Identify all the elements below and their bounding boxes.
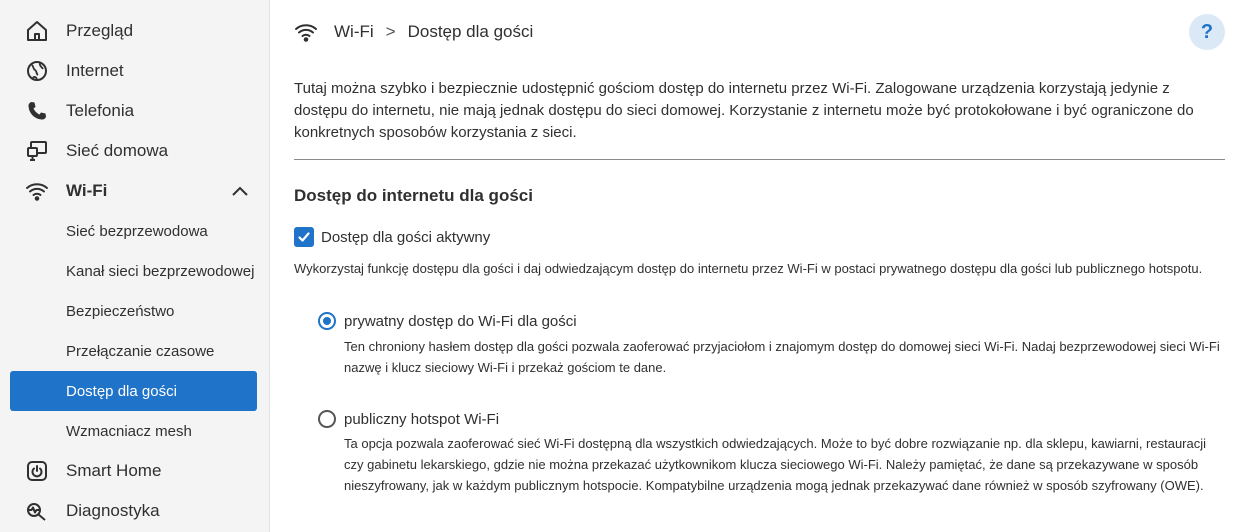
help-button[interactable]: ?: [1189, 14, 1225, 50]
sidebar-item-label: Diagnostyka: [66, 501, 160, 520]
section-description: Wykorzystaj funkcję dostępu dla gości i daj odwiedzającym dostęp do internetu przez Wi-Fi w postaci prywatnego dostępu dla gości lub publicznego hotspotu.: [294, 261, 1203, 276]
breadcrumb-parent-link[interactable]: Wi-Fi: [334, 22, 374, 41]
private-guest-access-description: Ten chroniony hasłem dostęp dla gości pozwala zaoferować przyjaciołom i znajomym dostęp do domowej sieci Wi-Fi. Nadaj bezprzewodowej sieci Wi-Fi nazwę i klucz sieciowy Wi-Fi i przekaż gościom te dane.: [344, 339, 1220, 375]
sidebar-subitem-label: Kanał sieci bezprzewodowej: [66, 262, 255, 280]
intro-text: Tutaj można szybko i bezpiecznie udostępnić gościom dostęp do internetu przez Wi-Fi. Zalogowane urządzenia korzystają jedynie z dostępu do internetu, nie mają jednak dostępu do sieci domowej. Korzystanie z internetu może być protokołowane i być ograniczone do konkretnych sposobów korzystania z sieci.: [294, 80, 1194, 141]
breadcrumb-separator: >: [385, 22, 396, 41]
sidebar-item-wifi[interactable]: [0, 171, 270, 211]
sidebar-subitem-time-switch[interactable]: [10, 331, 257, 371]
public-hotspot-radio-row[interactable]: [318, 408, 499, 430]
sidebar-item-label: Telefonia: [66, 101, 135, 120]
sidebar-item-overview[interactable]: [0, 11, 270, 51]
page-title: Dostęp dla gości: [407, 22, 534, 41]
sidebar-subitem-label: Wzmacniacz mesh: [66, 422, 192, 440]
guest-access-checkbox-row[interactable]: [294, 226, 490, 248]
guest-access-checkbox-label[interactable]: Dostęp dla gości aktywny: [321, 228, 491, 246]
sidebar-subitem-label: Dostęp dla gości: [66, 382, 177, 400]
private-guest-access-radio[interactable]: [318, 312, 336, 330]
network-icon: [25, 139, 49, 163]
divider: [294, 159, 1225, 160]
home-icon: [25, 19, 49, 43]
breadcrumb: [294, 18, 994, 46]
wifi-icon: [25, 179, 49, 203]
sidebar-item-label: Wi-Fi: [66, 181, 108, 200]
sidebar-subitem-security[interactable]: [10, 291, 257, 331]
sidebar-item-smart-home[interactable]: [0, 451, 270, 491]
sidebar-subitem-mesh-repeater[interactable]: [10, 411, 257, 451]
sidebar-item-internet[interactable]: [0, 51, 270, 91]
public-hotspot-radio[interactable]: [318, 410, 336, 428]
sidebar-item-label: Smart Home: [66, 461, 162, 480]
sidebar-item-diagnostics[interactable]: [0, 491, 270, 531]
private-guest-access-radio-row[interactable]: [318, 310, 577, 332]
wifi-icon: [294, 20, 318, 44]
public-hotspot-label[interactable]: publiczny hotspot Wi-Fi: [344, 410, 500, 428]
public-hotspot-description: Ta opcja pozwala zaoferować sieć Wi-Fi dostępną dla wszystkich odwiedzających. Może to być dobre rozwiązanie np. dla sklepu, kawiarni, restauracji czy gabinetu lekarskiego, gdzie nie można przekazać użytkownikom klucza sieciowego Wi-Fi. Należy pamiętać, że dane są przekazywane w sposób nieszyfrowany, jak w każdym publicznym hotspocie. Kompatybilne urządzenia mogą jednak przekazywać dane również w sposób szyfrowany (OWE).: [344, 436, 1207, 493]
guest-access-checkbox[interactable]: [294, 227, 314, 247]
sidebar-item-label: Sieć domowa: [66, 141, 169, 160]
section-title: Dostęp do internetu dla gości: [294, 186, 533, 205]
sidebar-item-label: Przegląd: [66, 21, 134, 40]
sidebar-subitem-guest-access[interactable]: [10, 371, 257, 411]
sidebar-subitem-label: Bezpieczeństwo: [66, 302, 175, 320]
power-icon: [25, 459, 49, 483]
private-guest-access-label[interactable]: prywatny dostęp do Wi-Fi dla gości: [344, 312, 577, 330]
diagnostics-icon: [25, 499, 49, 523]
chevron-up-icon[interactable]: [230, 183, 250, 199]
sidebar-subitem-label: Sieć bezprzewodowa: [66, 222, 208, 240]
sidebar-item-home-network[interactable]: [0, 131, 270, 171]
sidebar-item-label: Internet: [66, 61, 124, 80]
sidebar-subitem-label: Przełączanie czasowe: [66, 342, 215, 360]
sidebar-item-telephony[interactable]: [0, 91, 270, 131]
sidebar-subitem-wireless-network[interactable]: [10, 211, 257, 251]
phone-icon: [25, 99, 49, 123]
sidebar-subitem-wireless-channel[interactable]: [10, 251, 257, 291]
globe-icon: [25, 59, 49, 83]
sidebar: [0, 0, 270, 532]
radio-selected-dot: [323, 317, 331, 325]
